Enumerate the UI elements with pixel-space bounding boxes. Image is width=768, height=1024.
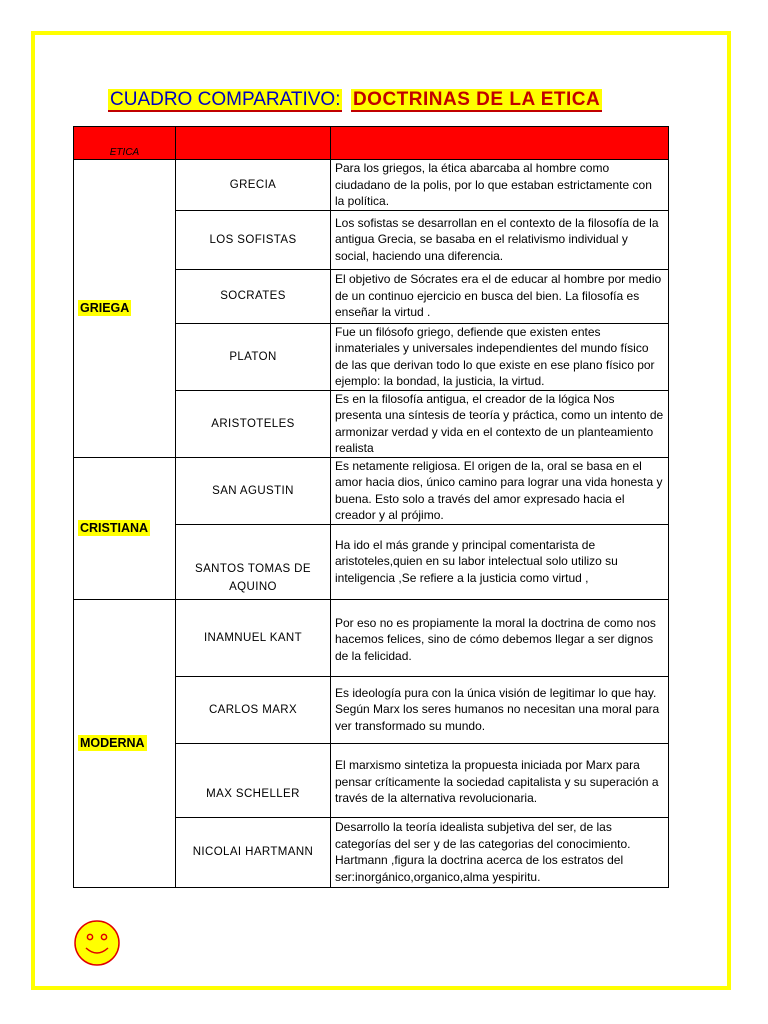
group-cell-cristiana [74, 457, 176, 599]
author-cell: SAN AGUSTIN [176, 457, 331, 524]
description-cell: Desarrollo la teoría idealista subjetiva del ser, de las categorías del ser y de las categorias del conocimiento. Hartmann ,figura la doctrina acerca de los estratos del ser:inorgánico,organico,alma yespiritu. [331, 817, 669, 887]
description-cell: El objetivo de Sócrates era el de educar al hombre por medio de un continuo ejercicio en busca del bien. La filosofía es enseñar la virtud . [331, 269, 669, 323]
group-label: CRISTIANA [80, 521, 149, 535]
description-cell: Es en la filosofía antigua, el creador de la lógica Nos presenta una síntesis de teoría y práctica, como un intento de armonizar verdad y vida en el contexto de un planteamiento realista [331, 390, 669, 457]
header-cell-etica [74, 127, 176, 160]
title-main: CUADRO COMPARATIVO: [110, 89, 341, 110]
description-cell: Para los griegos, la ética abarcaba al hombre como ciudadano de la polis, por lo que estaban estrictamente con la política. [331, 160, 669, 211]
author-cell: MAX SCHELLER [176, 743, 331, 817]
description-cell: Es ideología pura con la única visión de legitimar lo que hay. Según Marx los seres humanos no necesitan una moral para ver transformado su mundo. [331, 676, 669, 743]
group-label: MODERNA [80, 736, 145, 750]
header-cell-empty [176, 127, 331, 160]
table-row [74, 457, 669, 524]
table-header-row [74, 127, 669, 160]
author-cell: ARISTOTELES [176, 390, 331, 457]
table-row [74, 599, 669, 676]
header-cell-empty [331, 127, 669, 160]
description-cell: Es netamente religiosa. El origen de la, oral se basa en el amor hacia dios, único camino para lograr una vida honesta y buena. Esto solo a través del amor expresado hacia el creador y al prójimo. [331, 457, 669, 524]
author-cell: CARLOS MARX [176, 676, 331, 743]
header-label: ETICA [109, 147, 140, 158]
description-cell: Los sofistas se desarrollan en el contexto de la filosofía de la antigua Grecia, se basaba en el relativismo individual y social, haciendo una diferencia. [331, 210, 669, 269]
description-cell: Fue un filósofo griego, defiende que existen entes inmateriales y universales independientes del mundo físico de las que derivan todo lo que existe en ese plano físico por ejemplo: la bondad, la justicia, la virtud. [331, 323, 669, 390]
smiley-face-icon [73, 919, 121, 967]
group-label: GRIEGA [80, 301, 130, 316]
author-cell: SOCRATES [176, 269, 331, 323]
table-row [74, 160, 669, 211]
description-cell: Por eso no es propiamente la moral la doctrina de como nos hacemos felices, sino de cómo debemos llegar a ser dignos de la felicidad. [331, 599, 669, 676]
title-sub: DOCTRINAS DE LA ETICA [352, 89, 601, 110]
document-title [108, 89, 602, 113]
group-cell-griega [74, 160, 176, 458]
author-cell: NICOLAI HARTMANN [176, 817, 331, 887]
comparison-table [73, 126, 669, 888]
author-cell: LOS SOFISTAS [176, 210, 331, 269]
description-cell: El marxismo sintetiza la propuesta iniciada por Marx para pensar críticamente la sociedad capitalista y su superación a través de la alternativa revolucionaria. [331, 743, 669, 817]
group-cell-moderna [74, 599, 176, 887]
author-cell: INAMNUEL KANT [176, 599, 331, 676]
author-cell: SANTOS TOMAS DE AQUINO [176, 524, 331, 599]
description-cell: Ha ido el más grande y principal comentarista de aristoteles,quien en su labor intelectual solo utilizo su inteligencia ,Se refiere a la justicia como virtud , [331, 524, 669, 599]
author-cell: PLATON [176, 323, 331, 390]
author-cell: GRECIA [176, 160, 331, 211]
